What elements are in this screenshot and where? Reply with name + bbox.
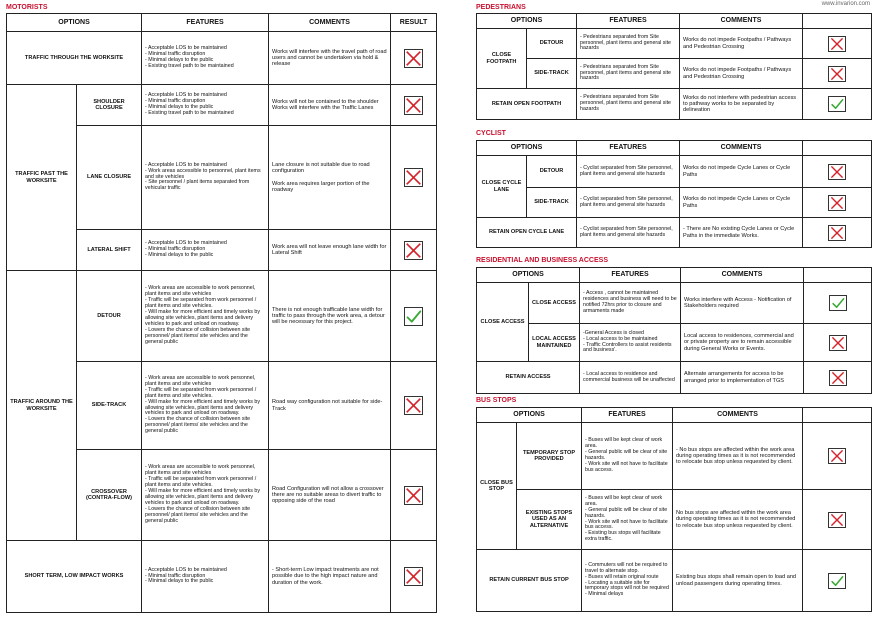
- section-title-pedestrians: PEDESTRIANS: [476, 4, 526, 11]
- bus-stops-table: [476, 407, 872, 612]
- comments-cell: - Short-term Low impact treatments are not possible due to the high impact nature and duration of the work.: [269, 541, 391, 613]
- comments-cell: Works do not interfere with pedestrian access to pathway works to be separated by delineation: [680, 89, 803, 120]
- features-cell: - Acceptable LOS to be maintained - Minimal traffic disruption - Minimal delays to the public - Existing travel path to be maintained: [142, 85, 269, 126]
- table-row: [477, 188, 872, 218]
- features-cell: - Cyclist separated from Site personnel, plant items and general site hazards: [577, 218, 680, 248]
- features-cell: - Work areas are accessible to work personnel, plant items and site vehicles - Traffic will be separated from work personnel / plant items and site vehicles. - Will make for more efficient and timely works by allowing site vehicles, plant items and delivery vehicles to park and unload on roadway. - Lowers the chance of collision between site personnel/ plant items/ site vehicles and the general public: [142, 362, 269, 450]
- option-label: DETOUR: [527, 29, 577, 59]
- comments-cell: No bus stops are affected within the work area during operating times as it is not recommended to relocate bus stop unless requested by client.: [673, 490, 803, 550]
- option-label: DETOUR: [77, 271, 142, 362]
- result-cross-icon: [828, 448, 846, 464]
- header-features: FEATURES: [580, 268, 681, 283]
- features-cell: - Buses will be kept clear of work area. - General public will be clear of site hazards. - Work site will not have to facilitate bus access.: [582, 423, 673, 490]
- comments-cell: Works will not be contained to the shoulder Works will interfere with the Traffic Lanes: [269, 85, 391, 126]
- cross-icon: [829, 37, 845, 51]
- table-row: [477, 156, 872, 188]
- option-label: SIDE-TRACK: [527, 59, 577, 89]
- table-row: [477, 29, 872, 59]
- option-label: EXISTING STOPS USED AS AN ALTERNATIVE: [517, 490, 582, 550]
- features-cell: - Buses will be kept clear of work area. - General public will be clear of site hazards. - Work site will not have to facilitate bus access. - Existing bus stops will facilitate extra traffic.: [582, 490, 673, 550]
- section-title-cyclist: CYCLIST: [476, 130, 506, 137]
- check-icon: [829, 97, 845, 111]
- cross-icon: [405, 397, 422, 414]
- result-cross-icon: [828, 36, 846, 52]
- result-cross-icon: [404, 49, 423, 68]
- features-cell: - Pedestrians separated from Site personnel, plant items and general site hazards: [577, 59, 680, 89]
- cross-icon: [830, 336, 846, 350]
- header-options: OPTIONS: [477, 268, 580, 283]
- option-label: RETAIN OPEN FOOTPATH: [477, 89, 577, 120]
- comments-cell: - No bus stops are affected within the work area during operating times as it is not recommended to relocate bus stop unless requested by client.: [673, 423, 803, 490]
- table-row: [477, 423, 872, 490]
- result-cross-icon: [828, 225, 846, 241]
- table-row: [7, 271, 437, 362]
- cross-icon: [829, 196, 845, 210]
- cross-icon: [405, 169, 422, 186]
- comments-cell: Alternate arrangements for access to be arranged prior to implementation of TGS: [681, 362, 804, 394]
- header-options: OPTIONS: [477, 408, 582, 423]
- result-cross-icon: [828, 164, 846, 180]
- comments-cell: Local access to residences, commercial and or private property are to remain accessible during General Works or Events.: [681, 324, 804, 362]
- comments-cell: Works do not impede Cycle Lanes or Cycle Paths: [680, 188, 803, 218]
- features-cell: - Local access to residence and commercial business will be unaffected: [580, 362, 681, 394]
- comments-cell: Lane closure is not suitable due to road configuration Work area requires larger portion of the roadway: [269, 126, 391, 230]
- header-features: FEATURES: [142, 14, 269, 32]
- option-label: CLOSE ACCESS: [529, 283, 580, 324]
- option-label: TRAFFIC THROUGH THE WORKSITE: [7, 32, 142, 85]
- header-comments: COMMENTS: [673, 408, 803, 423]
- table-row: [477, 89, 872, 120]
- check-icon: [829, 574, 845, 588]
- header-features: FEATURES: [582, 408, 673, 423]
- comments-cell: Road way configuration not suitable for side-Track: [269, 362, 391, 450]
- option-label: RETAIN OPEN CYCLE LANE: [477, 218, 577, 248]
- features-cell: - Acceptable LOS to be maintained - Work areas accessible to personnel, plant items and site vehicles - Site personnel / plant items separated from vehicular traffic: [142, 126, 269, 230]
- option-label: TEMPORARY STOP PROVIDED: [517, 423, 582, 490]
- cross-icon: [405, 50, 422, 67]
- features-cell: - Acceptable LOS to be maintained - Minimal traffic disruption - Minimal delays to the public: [142, 230, 269, 271]
- header-options: OPTIONS: [477, 14, 577, 29]
- features-cell: -General Access is closed - Local access to be maintained - Traffic Controllers to assist residents and business'.: [580, 324, 681, 362]
- cross-icon: [405, 568, 422, 585]
- group-label: CLOSE BUS STOP: [477, 423, 517, 550]
- result-cross-icon: [404, 168, 423, 187]
- motorists-table: [6, 13, 437, 613]
- header-features: FEATURES: [577, 141, 680, 156]
- table-row: [7, 85, 437, 126]
- cross-icon: [830, 371, 846, 385]
- result-check-icon: [404, 307, 423, 326]
- comments-cell: Works do not impede Footpaths / Pathways and Pedestrian Crossing: [680, 29, 803, 59]
- table-row: [477, 362, 872, 394]
- result-cross-icon: [828, 195, 846, 211]
- group-label: TRAFFIC AROUND THE WORKSITE: [7, 271, 77, 541]
- option-label: DETOUR: [527, 156, 577, 188]
- header-features: FEATURES: [577, 14, 680, 29]
- cross-icon: [405, 97, 422, 114]
- section-title-motorists: MOTORISTS: [6, 4, 48, 11]
- option-label: LANE CLOSURE: [77, 126, 142, 230]
- header-comments: COMMENTS: [680, 14, 803, 29]
- header-options: OPTIONS: [477, 141, 577, 156]
- comments-cell: Road Configuration will not allow a crossover there are no suitable areas to divert traffic to opposing side of the road: [269, 450, 391, 541]
- features-cell: - Access , cannot be maintained residences and business will need to be notified 72hrs prior to closure and armaments made: [580, 283, 681, 324]
- result-cross-icon: [828, 66, 846, 82]
- watermark: www.invarion.com: [821, 1, 870, 7]
- features-cell: - Cyclist separated from Site personnel, plant items and general site hazards: [577, 156, 680, 188]
- result-cross-icon: [404, 396, 423, 415]
- option-label: SIDE-TRACK: [527, 188, 577, 218]
- result-check-icon: [828, 573, 846, 589]
- option-label: LOCAL ACCESS MAINTAINED: [529, 324, 580, 362]
- option-label: SHORT TERM, LOW IMPACT WORKS: [7, 541, 142, 613]
- cross-icon: [829, 449, 845, 463]
- result-cross-icon: [828, 512, 846, 528]
- cross-icon: [829, 226, 845, 240]
- cross-icon: [405, 242, 422, 259]
- result-cross-icon: [829, 370, 847, 386]
- table-row: [7, 32, 437, 85]
- option-label: LATERAL SHIFT: [77, 230, 142, 271]
- features-cell: - Pedestrians separated from Site personnel, plant items and general site hazards: [577, 89, 680, 120]
- comments-cell: Works do not impede Footpaths / Pathways and Pedestrian Crossing: [680, 59, 803, 89]
- features-cell: - Acceptable LOS to be maintained - Minimal traffic disruption - Minimal delays to the public - Existing travel path to be maintained: [142, 32, 269, 85]
- check-icon: [405, 308, 422, 325]
- result-cross-icon: [404, 241, 423, 260]
- comments-cell: Work area will not leave enough lane width for Lateral Shift: [269, 230, 391, 271]
- section-title-bus-stops: BUS STOPS: [476, 397, 517, 404]
- features-cell: - Cyclist separated from Site personnel, plant items and general site hazards: [577, 188, 680, 218]
- cross-icon: [829, 67, 845, 81]
- check-icon: [830, 296, 846, 310]
- group-label: CLOSE CYCLE LANE: [477, 156, 527, 218]
- section-title-residential: RESIDENTIAL AND BUSINESS ACCESS: [476, 257, 608, 264]
- result-cross-icon: [404, 567, 423, 586]
- result-cross-icon: [829, 335, 847, 351]
- group-label: TRAFFIC PAST THE WORKSITE: [7, 85, 77, 271]
- comments-cell: There is not enough trafficable lane width for traffic to pass through the work area, a detour will be necessary for this project.: [269, 271, 391, 362]
- group-label: CLOSE FOOTPATH: [477, 29, 527, 89]
- option-label: SIDE-TRACK: [77, 362, 142, 450]
- table-row: [477, 324, 872, 362]
- features-cell: - Work areas are accessible to work personnel, plant items and site vehicles - Traffic will be separated from work personnel / plant items and site vehicles. - Will make for more efficient and timely works by allowing site vehicles, plant items and delivery vehicles to park and unload on roadway. - Lowers the chance of collision between site personnel/ plant items/ site vehicles and the general public: [142, 271, 269, 362]
- result-cross-icon: [404, 96, 423, 115]
- features-cell: - Work areas are accessible to work personnel, plant items and site vehicles - Traffic will be separated from work personnel / plant items and site vehicles. - Will make for more efficient and timely works by allowing site vehicles, plant items and delivery vehicles to park and unload on roadway. - Lowers the chance of collision between site personnel/ plant items/ site vehicles and the general public: [142, 450, 269, 541]
- comments-cell: Works will interfere with the travel path of road users and cannot be undertaken via hold & release: [269, 32, 391, 85]
- header-comments: COMMENTS: [269, 14, 391, 32]
- option-label: CROSSOVER (CONTRA-FLOW): [77, 450, 142, 541]
- header-comments: COMMENTS: [680, 141, 803, 156]
- table-row: [477, 283, 872, 324]
- result-check-icon: [828, 96, 846, 112]
- features-cell: - Pedestrians separated from Site personnel, plant items and general site hazards: [577, 29, 680, 59]
- option-label: RETAIN CURRENT BUS STOP: [477, 550, 582, 612]
- cross-icon: [829, 513, 845, 527]
- table-row: [477, 218, 872, 248]
- residential-table: [476, 267, 872, 394]
- header-options: OPTIONS: [7, 14, 142, 32]
- features-cell: - Commuters will not be required to travel to alternate stop. - Buses will retain original route - Locating a suitable site for temporary stops will not be required - Minimal delays: [582, 550, 673, 612]
- result-check-icon: [829, 295, 847, 311]
- table-row: [477, 490, 872, 550]
- table-row: [7, 541, 437, 613]
- cross-icon: [829, 165, 845, 179]
- option-label: RETAIN ACCESS: [477, 362, 580, 394]
- pedestrians-table: [476, 13, 872, 120]
- table-row: [477, 550, 872, 612]
- cyclist-table: [476, 140, 872, 248]
- comments-cell: - There are No existing Cycle Lanes or Cycle Paths in the immediate Works.: [680, 218, 803, 248]
- cross-icon: [405, 487, 422, 504]
- header-result: RESULT: [391, 14, 437, 32]
- table-row: [477, 59, 872, 89]
- features-cell: - Acceptable LOS to be maintained - Minimal traffic disruption - Minimal delays to the public: [142, 541, 269, 613]
- comments-cell: Existing bus stops shall remain open to load and unload passengers during operating times.: [673, 550, 803, 612]
- option-label: SHOULDER CLOSURE: [77, 85, 142, 126]
- comments-cell: Works do not impede Cycle Lanes or Cycle Paths: [680, 156, 803, 188]
- group-label: CLOSE ACCESS: [477, 283, 529, 362]
- comments-cell: Works interfere with Access - Notification of Stakeholders required: [681, 283, 804, 324]
- result-cross-icon: [404, 486, 423, 505]
- header-comments: COMMENTS: [681, 268, 804, 283]
